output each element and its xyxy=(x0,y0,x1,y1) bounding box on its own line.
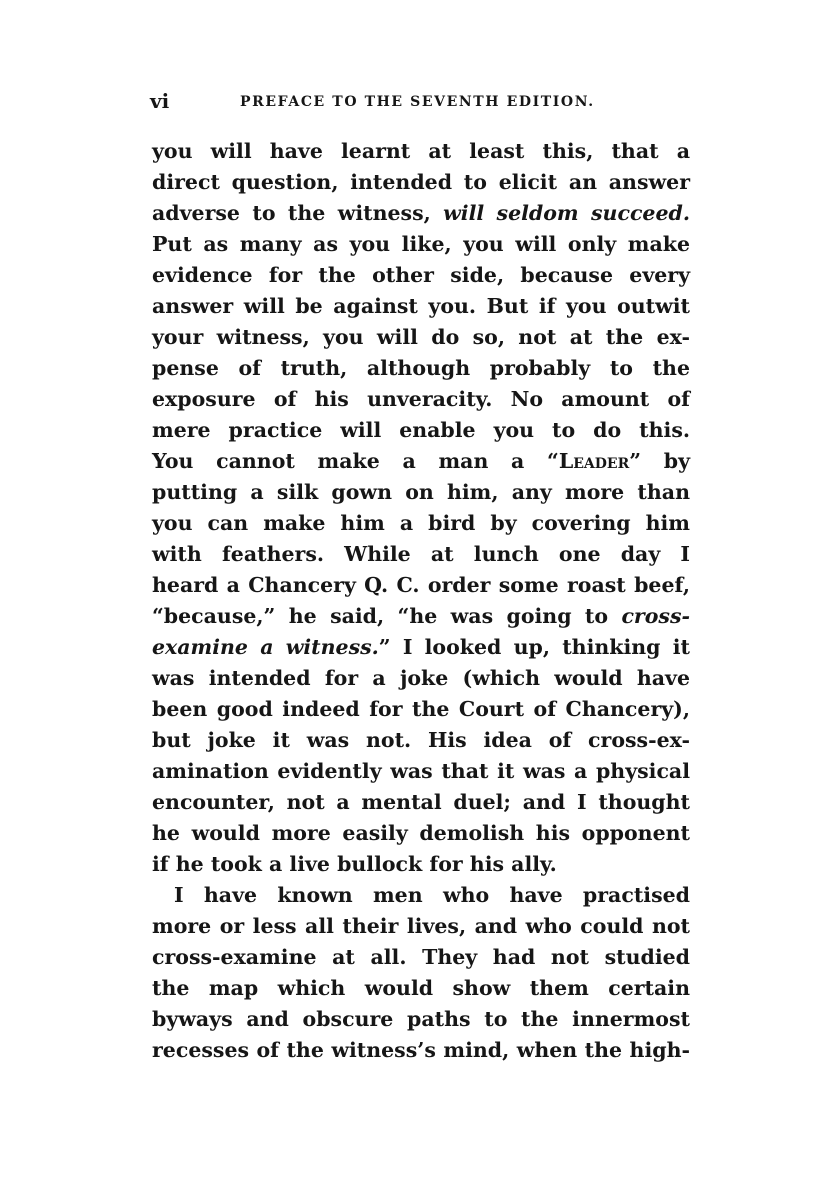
text-segment: you will have learnt at least this, that a xyxy=(152,139,690,163)
text-line xyxy=(152,911,690,942)
text-segment: encounter, not a mental duel; and I thought xyxy=(152,790,690,814)
text-segment: byways and obscure paths to the innermost xyxy=(152,1007,690,1031)
text-line xyxy=(152,1004,690,1035)
text-segment: evidence for the other side, because every xyxy=(152,263,690,287)
text-line xyxy=(152,694,690,725)
text-line xyxy=(152,322,690,353)
text-segment: You cannot make a man a “ xyxy=(152,449,559,473)
text-segment: but joke it was not. His idea of cross-ex- xyxy=(152,728,690,752)
body-text xyxy=(152,136,690,1066)
text-segment: ” I looked up, thinking it xyxy=(378,635,690,659)
text-line xyxy=(152,973,690,1004)
italic-text: cross- xyxy=(621,604,690,628)
text-segment: Put as many as you like, you will only make xyxy=(152,232,690,256)
running-head-title: PREFACE TO THE SEVENTH EDITION. xyxy=(240,94,595,110)
text-line xyxy=(152,167,690,198)
text-segment: I have known men who have practised xyxy=(174,883,690,907)
italic-text: will seldom succeed. xyxy=(443,201,690,225)
text-segment: if he took a live bullock for his ally. xyxy=(152,852,557,876)
text-line xyxy=(152,1035,690,1066)
text-segment: mere practice will enable you to do this. xyxy=(152,418,690,442)
text-segment: heard a Chancery Q. C. order some roast beef, xyxy=(152,573,690,597)
text-segment: with feathers. While at lunch one day I xyxy=(152,542,690,566)
text-segment: putting a silk gown on him, any more than xyxy=(152,480,690,504)
text-line xyxy=(152,229,690,260)
text-line xyxy=(152,942,690,973)
text-segment: direct question, intended to elicit an answer xyxy=(152,170,690,194)
text-segment: recesses of the witness’s mind, when the high- xyxy=(152,1038,690,1062)
text-line xyxy=(152,508,690,539)
running-head xyxy=(150,88,690,114)
text-segment: cross-examine at all. They had not studied xyxy=(152,945,690,969)
text-line xyxy=(152,663,690,694)
text-segment: the map which would show them certain xyxy=(152,976,690,1000)
text-line xyxy=(152,415,690,446)
text-segment: exposure of his unveracity. No amount of xyxy=(152,387,690,411)
text-line xyxy=(152,725,690,756)
text-segment: he would more easily demolish his opponent xyxy=(152,821,690,845)
text-segment: pense of truth, although probably to the xyxy=(152,356,690,380)
text-segment: more or less all their lives, and who could not xyxy=(152,914,690,938)
text-segment: you can make him a bird by covering him xyxy=(152,511,690,535)
text-segment: been good indeed for the Court of Chancery), xyxy=(152,697,690,721)
text-line xyxy=(152,601,690,632)
text-line xyxy=(152,260,690,291)
text-line xyxy=(152,756,690,787)
text-line xyxy=(152,477,690,508)
text-line xyxy=(152,291,690,322)
text-line xyxy=(152,632,690,663)
text-line xyxy=(152,849,690,880)
text-line xyxy=(152,446,690,477)
text-segment: “because,” he said, “he was going to xyxy=(152,604,622,628)
text-segment: amination evidently was that it was a physical xyxy=(152,759,690,783)
italic-text: examine a witness. xyxy=(152,635,379,659)
text-line xyxy=(152,198,690,229)
text-segment: adverse to the witness, xyxy=(152,201,444,225)
text-line xyxy=(152,818,690,849)
text-line xyxy=(152,353,690,384)
text-segment: was intended for a joke (which would have xyxy=(152,666,690,690)
text-segment: your witness, you will do so, not at the ex- xyxy=(152,325,690,349)
text-segment: ” by xyxy=(629,449,690,473)
text-line xyxy=(152,136,690,167)
text-line xyxy=(152,570,690,601)
text-line xyxy=(152,880,690,911)
text-segment: answer will be against you. But if you outwit xyxy=(152,294,690,318)
text-line xyxy=(152,787,690,818)
text-line xyxy=(152,384,690,415)
text-line xyxy=(152,539,690,570)
page-number: vi xyxy=(150,89,170,113)
small-caps-text: Leader xyxy=(558,449,630,473)
